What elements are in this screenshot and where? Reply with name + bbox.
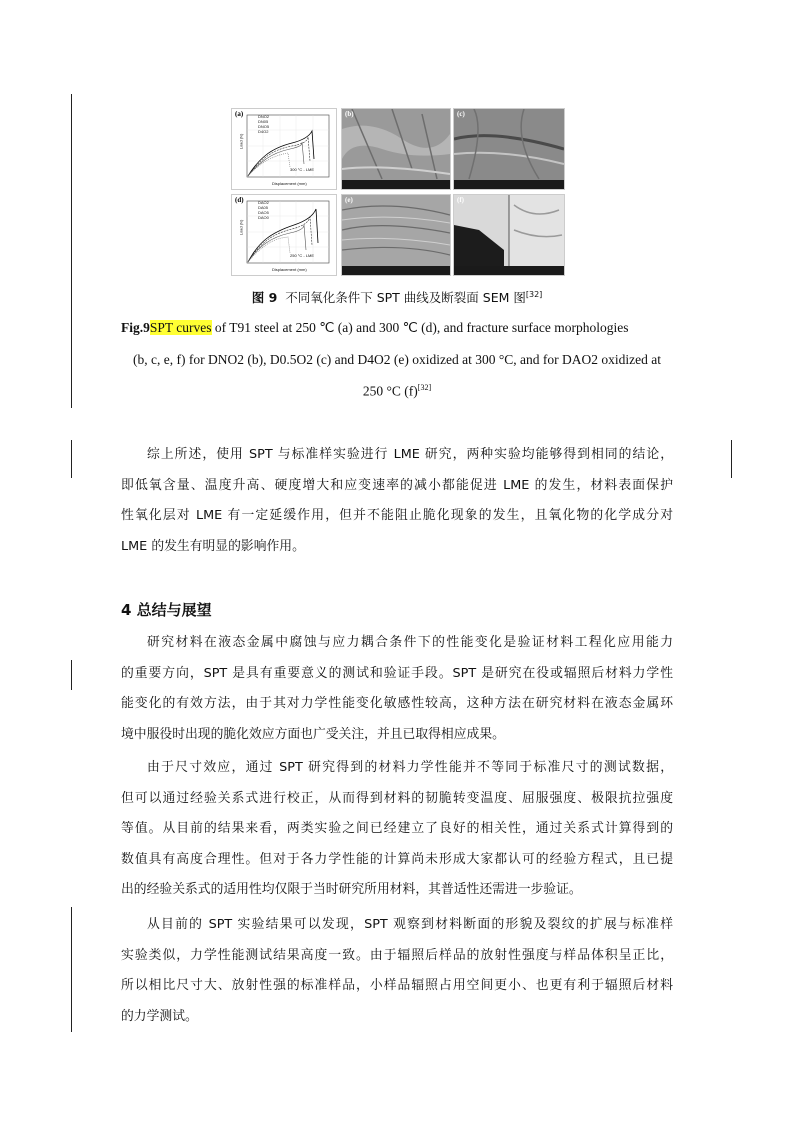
sem-texture bbox=[454, 109, 564, 189]
text-line: LME 的发生有明显的影响作用。 bbox=[121, 538, 305, 554]
plot-legend bbox=[258, 200, 269, 220]
sem-info-bar bbox=[454, 180, 564, 189]
x-axis-label: Displacement (mm) bbox=[272, 267, 307, 272]
text-line: 所以相比尺寸大、放射性强的标准样品，小样品辐照占用空间更小、也更有利于辐照后材料 bbox=[121, 978, 673, 993]
plot-d-graphic bbox=[232, 195, 336, 275]
paragraph-summary bbox=[121, 440, 673, 562]
paragraph-conclusion-2 bbox=[121, 753, 673, 906]
sem-info-bar bbox=[342, 180, 450, 189]
panel-label: (c) bbox=[457, 110, 465, 118]
figure-label-en: Fig.9 bbox=[121, 320, 150, 335]
text-line: 从目前的 SPT 实验结果可以发现，SPT 观察到材料断面的形貌及裂纹的扩展与标准样 bbox=[147, 917, 673, 932]
sem-texture bbox=[342, 109, 450, 189]
panel-label: (d) bbox=[235, 196, 244, 204]
text-line: 的力学测试。 bbox=[121, 1008, 198, 1024]
plot-panel-a bbox=[231, 108, 337, 190]
panel-label: (a) bbox=[235, 110, 244, 118]
plot-note: 250 °C - LME bbox=[290, 253, 315, 258]
text-line: 能变化的有效方法，由于其对力学性能变化敏感性较高，这种方法在研究材料在液态金属环 bbox=[121, 696, 673, 711]
revision-bar bbox=[71, 440, 72, 478]
panel-label: (f) bbox=[457, 196, 464, 204]
plot-note: 300 °C - LME bbox=[290, 167, 315, 172]
text-line: 境中服役时出现的脆化效应方面也广受关注，并且已取得相应成果。 bbox=[121, 726, 505, 742]
revision-bar bbox=[71, 907, 72, 1032]
citation-ref: [32] bbox=[525, 289, 543, 299]
text-line: 等值。从目前的结果来看，两类实验之间已经建立了良好的相关性，通过关系式计算得到的 bbox=[121, 821, 673, 836]
legend-entry: DAO2 bbox=[258, 200, 269, 205]
text-line: 出的经验关系式的适用性均仅限于当时研究所用材料，其普适性还需进一步验证。 bbox=[121, 882, 582, 897]
highlighted-text: SPT curves bbox=[149, 320, 212, 335]
figure-label-cn: 图 9 bbox=[251, 290, 278, 305]
y-axis-label: Load (N) bbox=[238, 219, 244, 236]
text-line: 研究材料在液态金属中腐蚀与应力耦合条件下的性能变化是验证材料工程化应用能力 bbox=[147, 635, 673, 650]
figure-9 bbox=[231, 108, 563, 274]
revision-bar bbox=[71, 94, 72, 408]
legend-entry: DNO5 bbox=[258, 124, 270, 129]
legend-entry: DNO2 bbox=[258, 114, 270, 119]
legend-entry: DA05 bbox=[258, 205, 269, 210]
sem-info-bar bbox=[454, 266, 564, 275]
text-line: 综上所述，使用 SPT 与标准样实验进行 LME 研究，两种实验均能够得到相同的结论， bbox=[147, 447, 673, 462]
figure-caption-cn bbox=[0, 288, 794, 306]
plot-legend bbox=[258, 114, 269, 134]
sem-panel-f bbox=[453, 194, 565, 276]
sem-panel-b bbox=[341, 108, 451, 190]
plot-panel-d bbox=[231, 194, 337, 276]
sem-panel-e bbox=[341, 194, 451, 276]
sem-texture bbox=[454, 195, 564, 275]
caption-text-cn: 不同氧化条件下 SPT 曲线及断裂面 SEM 图 bbox=[285, 290, 526, 305]
text-line: 实验类似，力学性能测试结果高度一致。由于辐照后样品的放射性强度与样品体积呈正比， bbox=[121, 947, 673, 963]
text-line: 即低氧含量、温度升高、硬度增大和应变速率的减小都能促进 LME 的发生，材料表面保护 bbox=[121, 477, 673, 493]
paragraph-conclusion-1 bbox=[121, 628, 673, 750]
section-heading: 4 总结与展望 bbox=[121, 601, 212, 619]
citation-ref: [32] bbox=[417, 383, 432, 392]
text-line: 的重要方向，SPT 是具有重要意义的测试和验证手段。SPT 是研究在役或辐照后材料力学性 bbox=[121, 665, 673, 681]
caption-text-en: of T91 steel at 250 ℃ (a) and 300 ℃ (d), and fracture surface morphologies bbox=[211, 320, 629, 335]
legend-entry: DAO5 bbox=[258, 210, 269, 215]
figure-caption-en-line1 bbox=[121, 320, 673, 336]
caption-text-en: (b, c, e, f) for DNO2 (b), D0.5O2 (c) and D4O2 (e) oxidized at 300 °C, and for DAO2 oxidized at bbox=[133, 352, 661, 367]
caption-text-en: 250 °C (f) bbox=[362, 383, 418, 399]
sem-panel-c bbox=[453, 108, 565, 190]
x-axis-label: Displacement (mm) bbox=[272, 181, 307, 186]
legend-entry: DN05 bbox=[258, 119, 269, 124]
text-line: 但可以通过经验关系式进行校正，从而得到材料的韧脆转变温度、屈服强度、极限抗拉强度 bbox=[121, 790, 673, 806]
text-line: 数值具有高度合理性。但对于各力学性能的计算尚未形成大家都认可的经验方程式，且已提 bbox=[121, 851, 673, 867]
sem-texture bbox=[342, 195, 450, 275]
sem-info-bar bbox=[342, 266, 450, 275]
text-line: 性氧化层对 LME 有一定延缓作用，但并不能阻止脆化现象的发生，且氧化物的化学成分对 bbox=[121, 508, 673, 523]
text-line: 由于尺寸效应，通过 SPT 研究得到的材料力学性能并不等同于标准尺寸的测试数据， bbox=[147, 760, 673, 775]
legend-entry: DAO0 bbox=[258, 215, 269, 220]
figure-caption-en-line2 bbox=[121, 352, 673, 368]
figure-caption-en-line3 bbox=[121, 383, 673, 400]
plot-a-graphic bbox=[232, 109, 336, 189]
paragraph-conclusion-3 bbox=[121, 910, 673, 1032]
panel-label: (b) bbox=[345, 110, 354, 118]
revision-bar bbox=[731, 440, 732, 478]
revision-bar bbox=[71, 660, 72, 690]
panel-label: (e) bbox=[345, 196, 353, 204]
legend-entry: D4O2 bbox=[258, 129, 269, 134]
y-axis-label: Load (N) bbox=[238, 133, 244, 150]
